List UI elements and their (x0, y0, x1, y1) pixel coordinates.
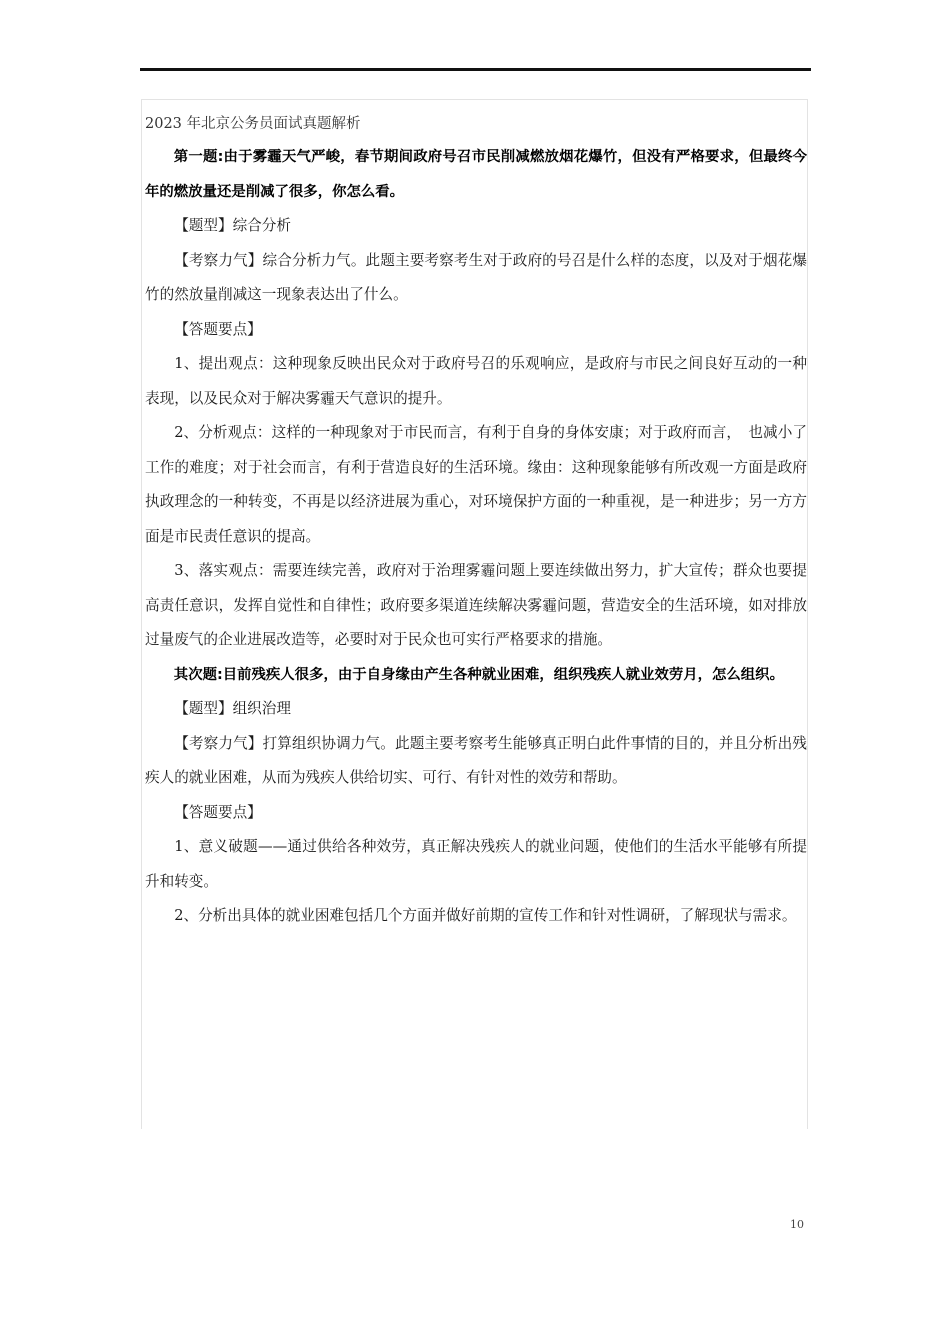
q2-ability: 【考察力气】打算组织协调力气。此题主要考察考生能够真正明白此件事情的目的，并且分析出残疾人的就业困难，从而为残疾人供给切实、可行、有针对性的效劳和帮助。 (145, 734, 807, 786)
q2-type: 【题型】组织治理 (174, 700, 291, 717)
q1-point-3: 3、落实观点：需要连续完善，政府对于治理雾霾问题上要连续做出努力，扩大宣传；群众也要提高责任意识，发挥自觉性和自律性；政府要多渠道连续解决雾霾问题，营造安全的生活环境，如对排放过量废气的企业进展改造等，必要时对于民众也可实行严格要求的措施。 (145, 562, 807, 648)
q1-points-header: 【答题要点】 (174, 320, 262, 338)
question-2: 其次题:目前残疾人很多，由于自身缘由产生各种就业困难，组织残疾人就业效劳月，怎么组织。 (173, 666, 784, 683)
q1-type: 【题型】综合分析 (174, 217, 291, 234)
q1-point-2: 2、分析观点：这样的一种现象对于市民而言，有利于自身的身体安康；对于政府而言， 也减小了工作的难度；对于社会而言，有利于营造良好的生活环境。缘由：这种现象能够有所改观一方面是政府执政理念的一种转变，不再是以经济进展为重心，对环境保护方面的一种重视，是一种进步；另一方方面是市民责任意识的提高。 (145, 424, 807, 545)
document-body (145, 110, 807, 934)
document-title: 2023 年北京公务员面试真题解析 (145, 116, 361, 132)
q2-points-header: 【答题要点】 (174, 803, 262, 821)
q2-point-1: 1、意义破题——通过供给各种效劳，真正解决残疾人的就业问题，使他们的生活水平能够有所提升和转变。 (145, 838, 807, 890)
question-1: 第一题:由于雾霾天气严峻，春节期间政府号召市民削减燃放烟花爆竹，但没有严格要求，但最终今年的燃放量还是削减了很多，你怎么看。 (145, 149, 807, 200)
q1-ability: 【考察力气】综合分析力气。此题主要考察考生对于政府的号召是什么样的态度，以及对于烟花爆竹的然放量削减这一现象表达出了什么。 (145, 251, 807, 303)
q2-point-2: 2、分析出具体的就业困难包括几个方面并做好前期的宣传工作和针对性调研，了解现状与需求。 (174, 907, 797, 924)
q1-point-1: 1、提出观点：这种现象反映出民众对于政府号召的乐观响应，是政府与市民之间良好互动的一种表现，以及民众对于解决雾霾天气意识的提升。 (145, 355, 807, 407)
page-number: 10 (790, 1218, 804, 1231)
header-rule (140, 68, 811, 71)
